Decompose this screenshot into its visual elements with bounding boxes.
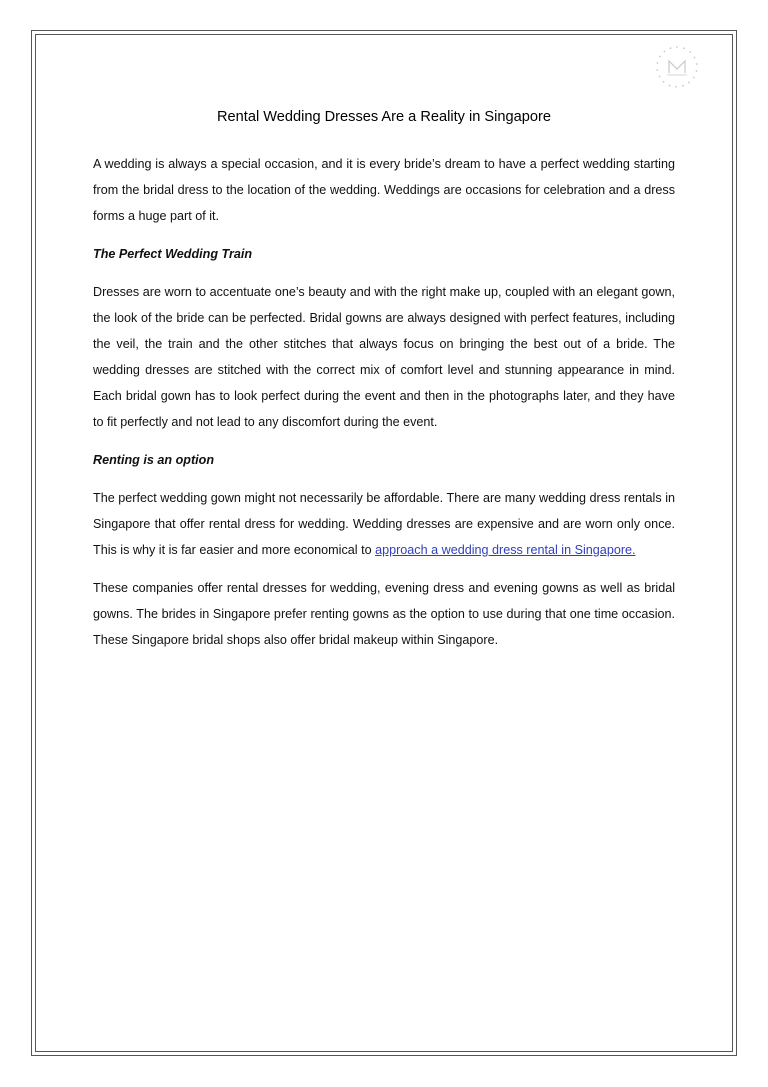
section-paragraph-perfect-wedding-train: Dresses are worn to accentuate one’s beauty and with the right make up, coupled with an elegant gown, the look of the bride can be perfected. Bridal gowns are always designed with perfect features, including the veil, the train and the other stitches that always focus on bringing the best out of a bride. The wedding dresses are stitched with the correct mix of comfort level and stunning appearance in mind. Each bridal gown has to look perfect during the event and then in the photographs later, and they have to fit perfectly and not lead to any discomfort during the event. (93, 285, 675, 429)
section-paragraph-renting-option (93, 485, 675, 563)
section-heading-perfect-wedding-train: The Perfect Wedding Train (93, 247, 253, 261)
section-heading-renting-option: Renting is an option (93, 453, 215, 467)
document-title: Rental Wedding Dresses Are a Reality in Singapore (217, 109, 551, 125)
document-body (93, 108, 675, 665)
wedding-dress-rental-link[interactable]: approach a wedding dress rental in Singapore. (375, 543, 636, 557)
renting-paragraph-text: The perfect wedding gown might not necessarily be affordable. There are many wedding dress rentals in Singapore that offer rental dress for wedding. Wedding dresses are expensive and are worn only once. This is why it is far easier and more economical to (93, 491, 675, 557)
intro-paragraph: A wedding is always a special occasion, and it is every bride’s dream to have a perfect wedding starting from the bridal dress to the location of the wedding. Weddings are occasions for celebration and a dress forms a huge part of it. (93, 157, 675, 223)
closing-paragraph: These companies offer rental dresses for wedding, evening dress and evening gowns as well as bridal gowns. The brides in Singapore prefer renting gowns as the option to use during that one time occasion. These Singapore bridal shops also offer bridal makeup within Singapore. (93, 581, 675, 647)
monogram-logo-icon (654, 44, 700, 90)
